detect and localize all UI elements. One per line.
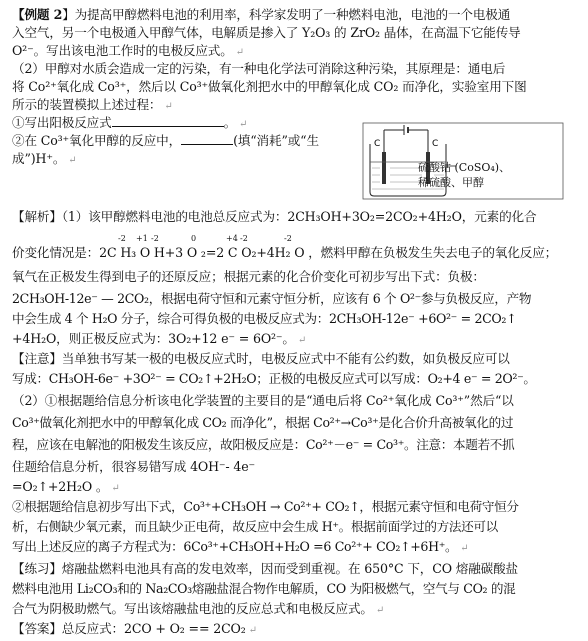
oxidation-mark: -2 [240,234,248,243]
oxidation-mark: +4 [226,234,238,243]
text-line: 】为提高甲醇燃料电池的利用率，科学家发明了一种燃料电池，电池的一个电极通 [62,7,511,22]
text-line: Co³⁺做氧化剂把水中的甲醇氧化成 CO₂ 而净化”，根据 Co²⁺→Co³⁺是化合价升高被氧化的过 [12,415,514,430]
oxidation-mark: +1 [136,234,148,243]
oxidation-mark: 0 [191,234,197,243]
answer-blank[interactable] [112,114,224,127]
text-line: 所示的装置模拟上述过程： ↵ [12,97,173,112]
text-line: 写出上述反应的离子方程式为：6Co³⁺+CH₃OH+H₂O =6 Co²⁺+ CO₂↑+6H⁺。 ↵ [12,539,469,554]
text-line: 入空气，另一个电极通入甲醇气体，电解质是掺入了 Y₂O₃ 的 ZrO₂ 晶体，在高温下它能传导 [12,25,521,40]
electrode-label-left: C [374,139,381,149]
exercise-line: 【练习】熔融盐燃料电池具有高的发电效率，因而受到重视。在 650°C 下，CO 熔融碳酸盐 [12,561,518,576]
text-line: 成”)H⁺。 ↵ [12,151,77,166]
text-line: O²⁻。写出该电池工作时的电极反应式。 ↵ [12,43,244,58]
question-anode: ①写出阳极反应式 。 ↵ [12,115,248,130]
return-mark: ↵ [375,605,385,616]
return-mark: ↵ [248,625,257,636]
oxidation-mark: -2 [118,234,126,243]
text-line: 写成：CH₃OH-6e⁻ +3O²⁻ = CO₂↑+2H₂O；正极的电极反应式可以写成：O₂+4 e⁻ = 2O²⁻。 [12,371,536,386]
text-line: +4H₂O，则正极反应式为：3O₂+12 e⁻ = 6O²⁻。 ↵ [12,331,307,346]
oxidation-mark: -2 [284,234,292,243]
example-tag: 例题 2 [24,7,63,22]
oxidation-mark: -2 [151,234,159,243]
text-line: （2）甲醇对水质会造成一定的污染，有一种电化学法可消除这种污染，其原理是：通电后 [12,61,506,76]
return-mark: ↵ [164,101,173,112]
text-line: 析，右侧缺少氧元素，而且缺少正电荷，故反应中会生成 H⁺。根据前面学过的方法还可以 [12,519,498,534]
text-line: 合气为阴极助燃气。写出该熔融盐电池的反应总式和电极反应式。 ↵ [12,601,385,616]
analysis-line: 【解析】（1）该甲醇燃料电池的电池总反应式为：2CH₃OH+3O₂=2CO₂+4H₂O，元素的化合 [12,209,537,224]
example-heading-line: 【例题 2】为提高甲醇燃料电池的利用率，科学家发明了一种燃料电池，电池的一个电极通 [12,7,511,22]
electrode-label-right: C [432,139,439,149]
text-line: 将 Co²⁺氧化成 Co³⁺，然后以 Co³⁺做氧化剂把水中的甲醇氧化成 CO₂ 而净化，实验室用下图 [12,79,527,94]
return-mark: ↵ [111,483,120,494]
text-line: 中会生成 4 个 H₂O 分子，综合可得负极的电极反应式为：2CH₃OH-12e⁻ +6O²⁻ = 2CO₂↑ [12,311,517,326]
return-mark: ↵ [68,155,77,166]
left-electrode [382,152,386,184]
apparatus-label: 硫酸钴 (CoSO₄)、 稀硫酸、甲醇 [418,161,511,189]
text-line: 住题给信息分析，很容易错写成 4OH⁻- 4e⁻ [12,459,256,474]
return-mark: ↵ [235,47,244,58]
return-mark: ↵ [297,335,307,346]
note-line: 【注意】当单独书写某一极的电极反应式时，电极反应式中不能有公约数，如负极反应可以 [12,351,510,366]
valence-line: 价变化情况是：2C H₃ O H+3 O ₂=2 C O₂+4H₂ O ，燃料甲醇在负极发生失去电子的氧化反应； [12,245,558,260]
text-line: （2）①根据题给信息分析该电化学装置的主要目的是“通电后将 Co²⁺氧化成 Co³⁺”然后“以 [12,393,514,408]
answer-blank[interactable] [181,132,233,145]
text-line: 2CH₃OH-12e⁻ — 2CO₂，根据电荷守恒和元素守恒分析，应该有 6 个 O²⁻参与负极反应，产物 [12,291,532,306]
text-line: 程，应该在电解池的阳极发生该反应，故阳极反应是：Co²⁺－e⁻ = Co³⁺。注意：本题若不抓 [12,437,515,452]
return-mark: ↵ [460,543,469,554]
return-mark: ↵ [239,119,248,130]
question-h-plus: ②在 Co³⁺氧化甲醇的反应中， (填“消耗”或“生 [12,133,319,148]
answer-line: 【答案】总反应式：2CO + O₂ == 2CO₂ ↵ [12,621,257,636]
text-line: ②根据题给信息初步写出下式，Co³⁺+CH₃OH → Co²⁺+ CO₂↑，根据元素守恒和电荷守恒分 [12,499,519,514]
text-line: 氧气在正极发生得到电子的还原反应；根据元素的化合价变化可初步写出下式：负极： [12,269,485,284]
text-line: =O₂↑+2H₂O 。 ↵ [12,479,120,494]
text-line: 燃料电池用 Li₂CO₃和的 Na₂CO₃熔融盐混合物作电解质，CO 为阳极燃气，空气与 CO₂ 的混 [12,581,516,596]
